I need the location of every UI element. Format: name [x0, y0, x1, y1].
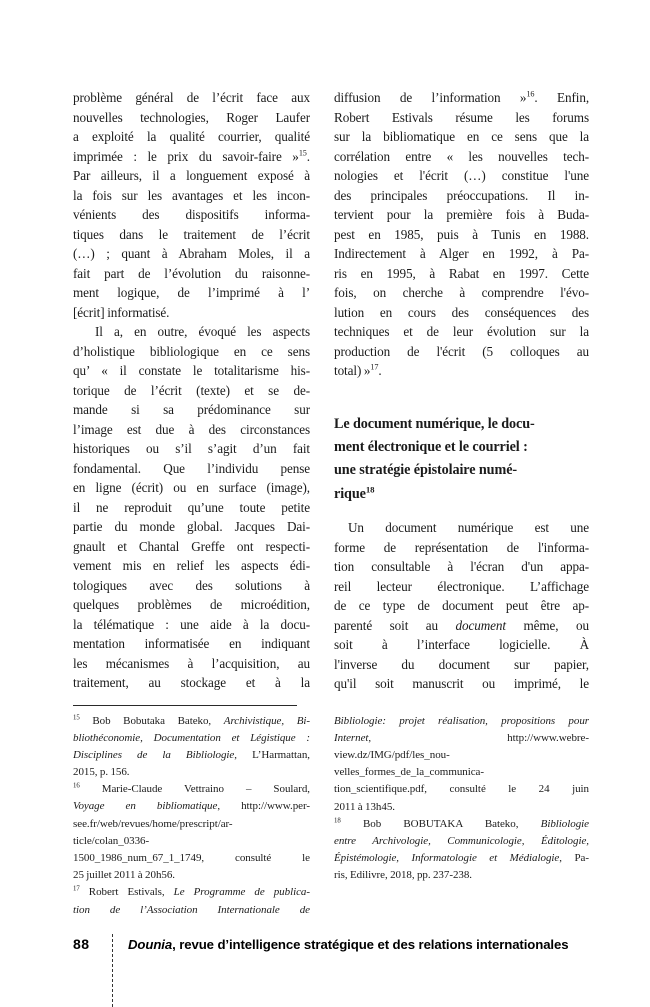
text-line: 1500_1986_num_67_1_1749, consulté le — [73, 852, 310, 864]
text-line: la fois sur les avantages et les incon- — [73, 187, 310, 203]
text-line: gnault et Chantal Greffe ont respecti- — [73, 538, 310, 554]
text-line: a exploité la qualité courrier, qualité — [73, 129, 310, 144]
text-line: vénients des dispositifs informa- — [73, 207, 310, 222]
text-line: qu’ « il constate le totalitarisme his- — [73, 363, 310, 378]
paragraph — [73, 88, 310, 322]
text-line: corrélation entre « les nouvelles tech- — [334, 148, 589, 164]
footnote-reference: 17 — [370, 362, 379, 372]
text-line: $^{16}$ Marie-Claude Vettraino – Soulard, — [73, 782, 310, 796]
text-line: vement mis en relief les aspects édi- — [73, 558, 310, 573]
text-line: Un document numérique est une — [348, 520, 589, 536]
text-line: mande si sa prédominance sur — [73, 402, 310, 417]
text-line: fait part de l’évolution du raisonne- — [73, 265, 310, 281]
text-line: imprimée : le prix du savoir-faire »$^{15}$. — [73, 148, 310, 164]
text-line: fondamental. Que l’individu pense — [73, 460, 310, 476]
text-line: rique$^{18}$ — [334, 483, 375, 502]
footnote-reference: 18 — [334, 817, 341, 825]
footnote-reference: 15 — [298, 148, 307, 158]
text-line: d’holistique bibliologique en ce sens — [73, 343, 310, 359]
text-line: (…) ; quant à Abraham Moles, il a — [73, 246, 310, 261]
text-line: bliothéconomie, Documentation et Légistique : — [73, 731, 310, 744]
journal-subtitle: , revue d’intelligence stratégique et des relations internationales — [172, 937, 569, 952]
text-line: ment logique, de l’imprimé à l’ — [73, 285, 310, 300]
text-line: lution en cours des conséquences des — [334, 304, 589, 320]
text-line: diffusion de l’information »$^{16}$. Enfin, — [334, 89, 589, 105]
text-line: parenté soit au document même, ou — [334, 617, 589, 633]
footnotes — [73, 713, 310, 919]
text-line: l’image est due à des circonstances — [73, 421, 310, 437]
text-line: view.dz/IMG/pdf/les_nou- — [334, 748, 450, 761]
text-line: partie du monde global. Jacques Dai- — [73, 519, 310, 534]
text-line: qu'il soit manuscrit ou imprimé, le — [334, 676, 589, 692]
text-line: de ce type de document peut être ap- — [334, 598, 589, 614]
paragraph — [73, 322, 310, 693]
journal-footer-title — [128, 937, 638, 952]
text-line: problème général de l’écrit face aux — [73, 90, 310, 105]
text-line: 2015, p. 156. — [73, 766, 130, 779]
paragraph — [334, 518, 589, 694]
text-line: ticle/colan_0336- — [73, 834, 150, 847]
text-line: nouvelles technologies, Roger Laufer — [73, 109, 310, 125]
text-line: tiques dans le traitement de l’écrit — [73, 226, 310, 242]
text-line: see.fr/web/revues/home/prescript/ar- — [73, 817, 233, 830]
text-line: soit à l’interface logicielle. À — [334, 637, 589, 653]
text-line: historiques ou s’il s’agit d’un fait — [73, 441, 310, 456]
text-line: $^{17}$ Robert Estivals, Le Programme de publica- — [73, 885, 310, 899]
text-line: 25 juillet 2011 à 20h56. — [73, 869, 175, 882]
footnote-reference: 16 — [526, 89, 535, 99]
text-line: Disciplines de la Bibliologie, L’Harmattan, — [73, 748, 310, 761]
text-line: ment électronique et le courriel : — [334, 438, 528, 455]
text-line: une stratégie épistolaire numé- — [334, 462, 518, 479]
text-line: $^{18}$ Bob BOBUTAKA Bateko, Bibliologie — [334, 817, 589, 830]
text-line: Le document numérique, le docu- — [334, 415, 535, 432]
text-line: production de l'écrit (5 colloques au — [334, 343, 589, 359]
text-line: traitement, au stockage et à la — [73, 675, 310, 690]
text-line: entre Archivologie, Communicologie, Éditologie, — [334, 834, 589, 847]
text-line: pest en 1985, puis à Tunis en 1988. — [334, 226, 589, 242]
section-heading — [334, 413, 589, 507]
footnote-separator-rule — [73, 705, 297, 706]
text-line: quelques problèmes de microédition, — [73, 597, 310, 612]
text-line: Indirectement à Alger en 1992, à Pa- — [334, 246, 589, 261]
text-line: mentation informatisée en indiquant — [73, 636, 310, 651]
text-line: ris en 1995, à Rabat en 1997. Cette — [334, 265, 589, 281]
text-line: ris, Edilivre, 2018, pp. 237-238. — [334, 869, 472, 882]
left-column — [73, 88, 310, 919]
footer-divider-dashed-line — [112, 934, 113, 1007]
text-line: nologies et l'écrit (…) constitue l'une — [334, 168, 589, 183]
page-footer — [0, 936, 650, 960]
footnote-reference: 15 — [73, 713, 80, 721]
text-line: Bibliologie: projet réalisation, propositions pour — [334, 714, 589, 727]
text-line: forme de représentation de l'informa- — [334, 539, 589, 555]
footnote-reference: 18 — [365, 483, 375, 494]
text-line: Robert Estivals résume les forums — [334, 109, 589, 125]
text-line: [écrit] informatisé. — [73, 304, 170, 320]
text-line: Par ailleurs, il a longuement exposé à — [73, 168, 310, 183]
text-line: tion_scientifique.pdf, consulté le 24 juin — [334, 783, 589, 796]
text-line: Il a, en outre, évoqué les aspects — [95, 324, 310, 339]
text-line: reil lecteur électronique. L’affichage — [334, 578, 589, 594]
text-line: Épistémologie, Informatologie et Médialogie, Pa- — [334, 852, 589, 865]
journal-name: Dounia — [128, 937, 173, 952]
text-line: tervient pour la première fois à Buda- — [334, 207, 589, 222]
text-line: torique de l’écrit (texte) et se de- — [73, 382, 310, 398]
text-line: tion de l’Association Internationale de — [73, 903, 310, 916]
text-line: les mécanismes à l’acquisition, au — [73, 655, 310, 671]
text-line: des principales préoccupations. Il in- — [334, 187, 589, 203]
footnote-reference: 17 — [73, 885, 80, 893]
text-line: tion consultable à l'écran d'un appa- — [334, 559, 589, 575]
text-line: en ligne (écrit) ou en surface (image), — [73, 480, 310, 495]
text-line: il ne reproduit qu’une toute petite — [73, 499, 310, 515]
text-line: tologiques avec des solutions à — [73, 577, 310, 593]
text-line: total) »$^{17}$. — [334, 362, 382, 378]
right-column — [334, 88, 589, 919]
text-line: velles_formes_de_la_communica- — [334, 766, 485, 779]
text-line: sur la bibliomatique en ce sens que la — [334, 129, 589, 144]
page-number: 88 — [73, 936, 90, 952]
footnote-reference: 16 — [73, 782, 80, 790]
text-line: techniques et de leur évolution sur la — [334, 324, 589, 339]
paragraph — [334, 88, 589, 381]
text-line: fois, on cherche à comprendre l'évo- — [334, 285, 589, 300]
text-line: Voyage en bibliomatique, http://www.per- — [73, 800, 310, 813]
footnotes — [334, 713, 589, 885]
text-line: l'inverse du document sur papier, — [334, 656, 589, 672]
text-line: $^{15}$ Bob Bobutaka Bateko, Archivistique, Bi- — [73, 713, 310, 727]
text-line: 2011 à 13h45. — [334, 800, 395, 813]
page-content — [73, 88, 589, 919]
text-line: Internet, http://www.webre- — [334, 731, 589, 744]
text-line: la télématique : une aide à la docu- — [73, 616, 310, 632]
